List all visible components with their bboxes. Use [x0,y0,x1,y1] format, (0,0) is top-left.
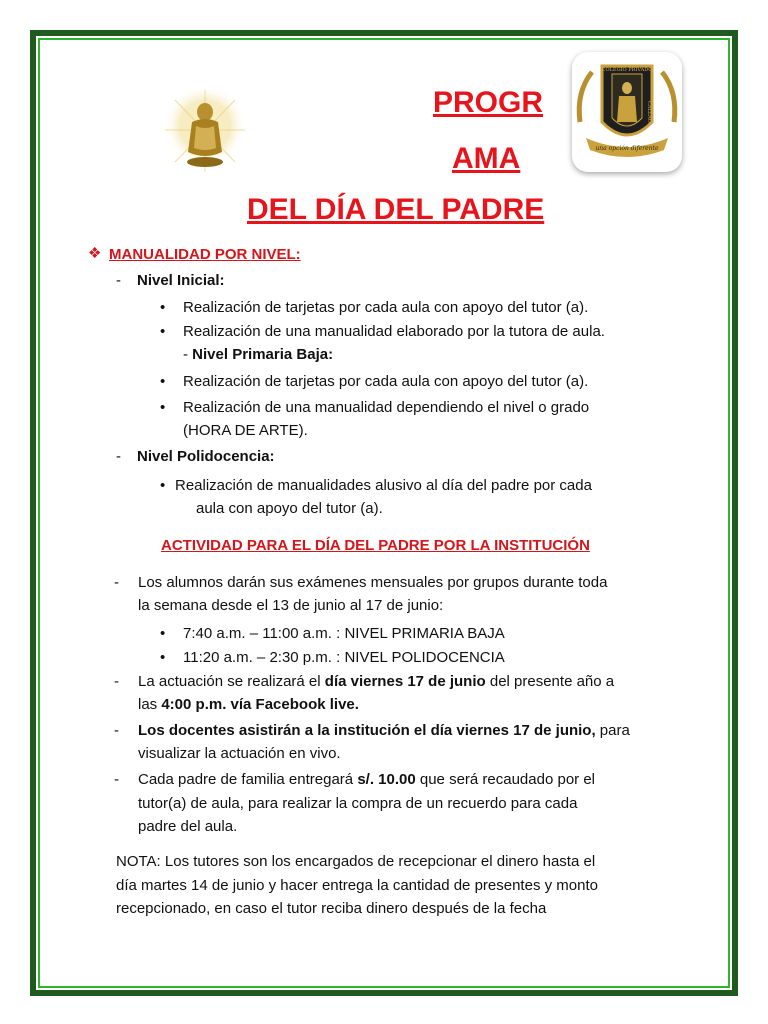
nota-line-2: día martes 14 de junio y hacer entrega la cantidad de presentes y monto [116,877,598,894]
inicial-item-2: Realización de una manualidad elaborado por la tutora de aula. [183,323,605,340]
dash-marker: - [114,673,119,690]
section-heading-actividad: ACTIVIDAD PARA EL DÍA DEL PADRE POR LA INSTITUCIÓN [161,537,590,554]
dash-marker: - [114,771,119,788]
docentes-span: Los docentes asistirán a la institución el día viernes 17 de junio, [138,722,596,739]
text-span: La actuación se realizará el [138,673,325,690]
bullet-icon: • [160,399,166,416]
primaria-item-1: Realización de tarjetas por cada aula con apoyo del tutor (a). [183,373,589,390]
text-span: las [138,696,162,713]
bullet-icon: • [160,373,166,390]
actividad-item-3a [138,719,659,742]
primaria-item-2a: Realización de una manualidad dependiendo el nivel o grado [183,399,590,416]
logo-ribbon-text: una opción diferente [595,145,659,152]
inicial-item-1: Realización de tarjetas por cada aula con apoyo del tutor (a). [183,299,589,316]
date-span: día viernes 17 de junio [324,673,486,690]
nota-line-1: NOTA: Los tutores son los encargados de recepcionar el dinero hasta el [116,853,596,870]
logo-top-text: COLEGIO PRIVADO [601,67,653,73]
poli-item-1a: Realización de manualidades alusivo al día del padre por cada [175,477,592,494]
nivel-polidocencia-label: Nivel Polidocencia: [137,448,275,465]
actividad-item-4c: padre del aula. [138,818,238,835]
actividad-item-3b: visualizar la actuación en vivo. [138,745,341,762]
logo-side-text: CALLAO [646,101,652,123]
bullet-icon: • [160,323,166,340]
golden-statue-emblem [160,90,250,175]
actividad-item-1a: Los alumnos darán sus exámenes mensuales por grupos durante toda [138,574,608,591]
dash-marker: - [114,722,119,739]
time-span: 4:00 p.m. vía Facebook live. [161,696,359,713]
text-span: del presente año a [485,673,615,690]
actividad-item-1b: la semana desde el 13 de junio al 17 de junio: [138,597,444,614]
school-logo [572,52,682,172]
bullet-icon: • [160,477,166,494]
actividad-item-2b [138,693,359,716]
text-span: que será recaudado por el [415,771,595,788]
nivel-primaria-line [183,343,333,366]
bullet-icon: • [160,299,166,316]
title-line-3: DEL DÍA DEL PADRE [247,193,545,226]
title-line-1: PROGR [433,86,544,119]
primaria-item-2b: (HORA DE ARTE). [183,422,308,439]
amount-span: s/. 10.00 [357,771,416,788]
bullet-icon: • [160,649,166,666]
text-span: Cada padre de familia entregará [138,771,358,788]
schedule-item-1: 7:40 a.m. – 11:00 a.m. : NIVEL PRIMARIA BAJA [183,625,505,642]
nivel-inicial-label: Nivel Inicial: [137,272,225,289]
dash-marker: - [183,346,193,363]
nivel-primaria-label: Nivel Primaria Baja: [192,346,334,363]
poli-item-1b: aula con apoyo del tutor (a). [196,500,383,517]
title-line-2: AMA [452,142,521,175]
actividad-item-4a [138,768,659,791]
dash-marker: - [116,448,121,465]
dash-marker: - [116,272,121,289]
section-heading-manualidad: MANUALIDAD POR NIVEL: [109,246,301,263]
actividad-item-2a [138,670,659,693]
page-border-inner [38,38,730,988]
diamond-bullet-icon: ❖ [88,245,102,262]
bullet-icon: • [160,625,166,642]
nota-line-3: recepcionado, en caso el tutor reciba dinero después de la fecha [116,900,547,917]
schedule-item-2: 11:20 a.m. – 2:30 p.m. : NIVEL POLIDOCENCIA [183,649,505,666]
dash-marker: - [114,574,119,591]
actividad-item-4b: tutor(a) de aula, para realizar la compra de un recuerdo para cada [138,795,578,812]
text-span: para [595,722,630,739]
